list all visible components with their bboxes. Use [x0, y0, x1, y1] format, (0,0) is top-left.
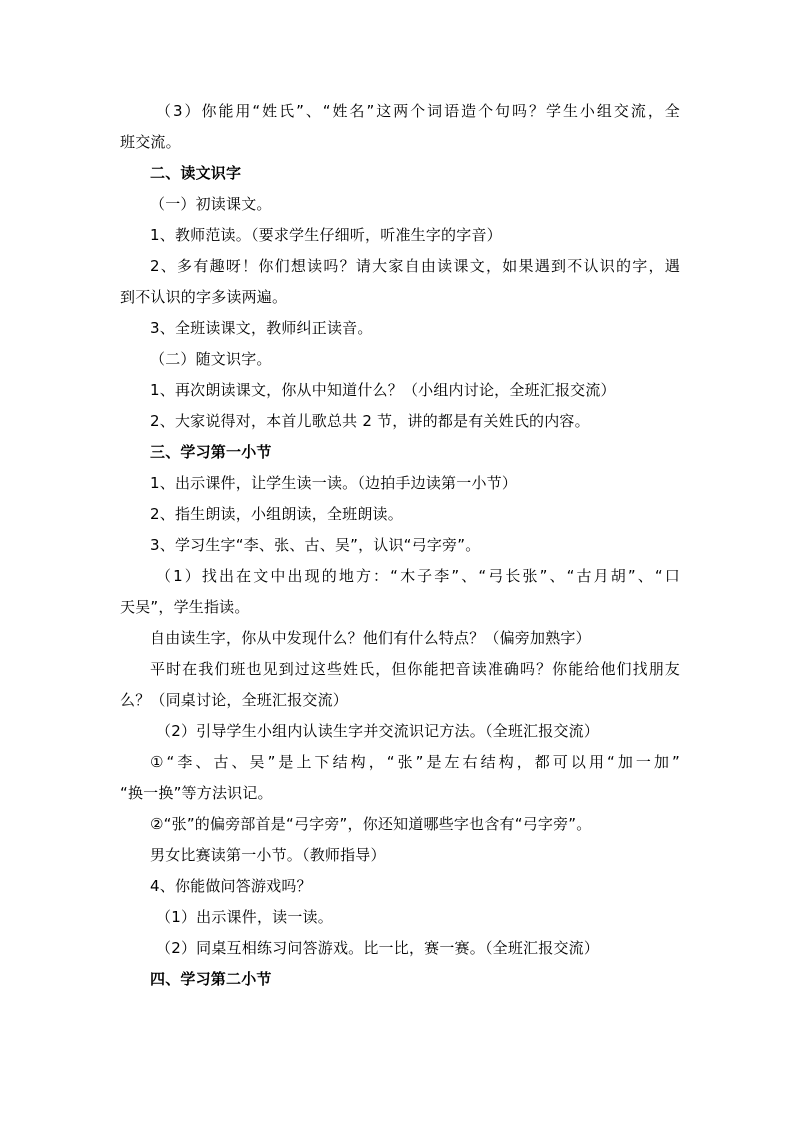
section-heading-first-stanza: 三、学习第一小节: [150, 443, 272, 461]
paragraph-continuation: 到不认识的字多读两遍。: [120, 288, 288, 306]
sub-list-item: （2）引导学生小组内认读生字并交流识记方法。（全班汇报交流）: [156, 722, 600, 740]
numbered-point: ①“李、古、吴”是上下结构，“张”是左右结构，都可以用“加一加”: [150, 753, 680, 771]
paragraph-sentence-task: （3）你能用“姓氏”、“姓名”这两个词语造个句吗？学生小组交流，全: [156, 102, 680, 120]
subheading-first-reading: （一）初读课文。: [150, 195, 272, 213]
list-item: 2、多有趣呀！你们想读吗？请大家自由读课文，如果遇到不认识的字，遇: [150, 257, 680, 275]
list-item: 1、再次朗读课文，你从中知道什么？（小组内讨论，全班汇报交流）: [150, 381, 616, 399]
paragraph: 自由读生字，你从中发现什么？他们有什么特点？（偏旁加熟字）: [150, 629, 591, 647]
list-item: 1、出示课件，让学生读一读。（边拍手边读第一小节）: [150, 474, 518, 492]
list-item: 4、你能做问答游戏吗？: [150, 877, 312, 895]
document-body: [120, 96, 680, 995]
paragraph: 平时在我们班也见到过这些姓氏，但你能把音读准确吗？你能给他们找朋友: [150, 660, 680, 678]
sub-list-item: （1）出示课件，读一读。: [156, 908, 333, 926]
paragraph-continuation: 班交流。: [120, 133, 181, 151]
list-item: 2、指生朗读，小组朗读，全班朗读。: [150, 505, 403, 523]
list-item: 3、学习生字“李、张、古、吴”，认识“弓字旁”。: [150, 536, 481, 554]
numbered-point: ②“张”的偏旁部首是“弓字旁”，你还知道哪些字也含有“弓字旁”。: [150, 815, 592, 833]
list-item: 2、大家说得对，本首儿歌总共 2 节，讲的都是有关姓氏的内容。: [150, 412, 590, 430]
sub-list-item: （2）同桌互相练习问答游戏。比一比，赛一赛。（全班汇报交流）: [156, 939, 600, 957]
list-item: 3、全班读课文，教师纠正读音。: [150, 319, 373, 337]
paragraph-continuation: “换一换”等方法识记。: [120, 784, 273, 802]
section-heading-reading: 二、读文识字: [150, 164, 242, 182]
list-item: 1、教师范读。（要求学生仔细听，听准生字的字音）: [150, 226, 502, 244]
subheading-character-learning: （二）随文识字。: [150, 350, 272, 368]
paragraph-continuation: 么？（同桌讨论，全班汇报交流）: [120, 691, 349, 709]
section-heading-second-stanza: 四、学习第二小节: [150, 970, 272, 988]
paragraph: 男女比赛读第一小节。（教师指导）: [150, 846, 386, 864]
paragraph-continuation: 天吴”，学生指读。: [120, 598, 250, 616]
sub-list-item: （1）找出在文中出现的地方：“木子李”、“弓长张”、“古月胡”、“口: [156, 567, 680, 585]
